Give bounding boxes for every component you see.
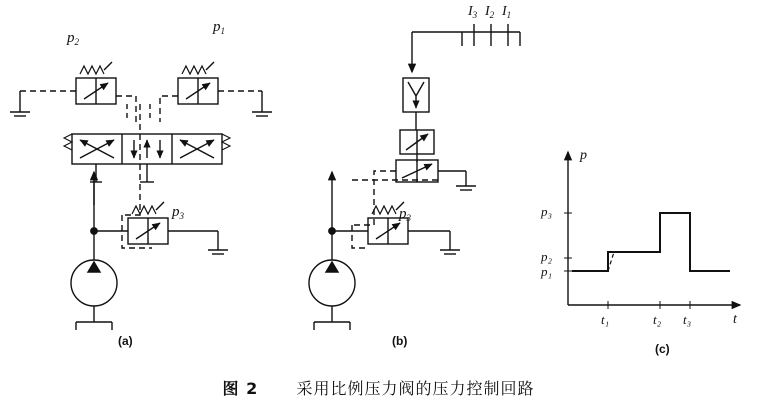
ytick-p2: p₂ xyxy=(541,249,553,264)
panel-c-plot xyxy=(564,152,740,309)
label-p3-panel-b: $p_3$ xyxy=(399,206,411,223)
figure-number: 图 2 xyxy=(222,379,259,398)
label-p2: $p_2$ xyxy=(67,30,79,47)
panel-label-c: (c) xyxy=(655,342,670,356)
ytick-p1: p₁ xyxy=(541,264,553,279)
figure-caption xyxy=(0,376,757,399)
figure-title: 采用比例压力阀的压力控制回路 xyxy=(296,379,535,398)
ytick-p3: p₃ xyxy=(541,204,553,219)
panel-label-a: (a) xyxy=(118,334,133,348)
label-current-i2: $I_2$ xyxy=(485,4,495,20)
axis-label-t: t xyxy=(733,312,737,327)
panel-b-circuit xyxy=(309,24,520,330)
panel-a-circuit xyxy=(10,62,272,330)
axis-label-p: p xyxy=(580,148,587,163)
label-current-i3: $I_3$ xyxy=(468,4,478,20)
label-p1: $p_1$ xyxy=(213,19,225,36)
label-current-i1: $I_1$ xyxy=(502,4,512,20)
xtick-t1: t₁ xyxy=(601,312,610,327)
label-p3-panel-a: $p_3$ xyxy=(172,204,184,221)
xtick-t2: t₂ xyxy=(653,312,662,327)
panel-label-b: (b) xyxy=(392,334,408,348)
xtick-t3: t₃ xyxy=(683,312,692,327)
